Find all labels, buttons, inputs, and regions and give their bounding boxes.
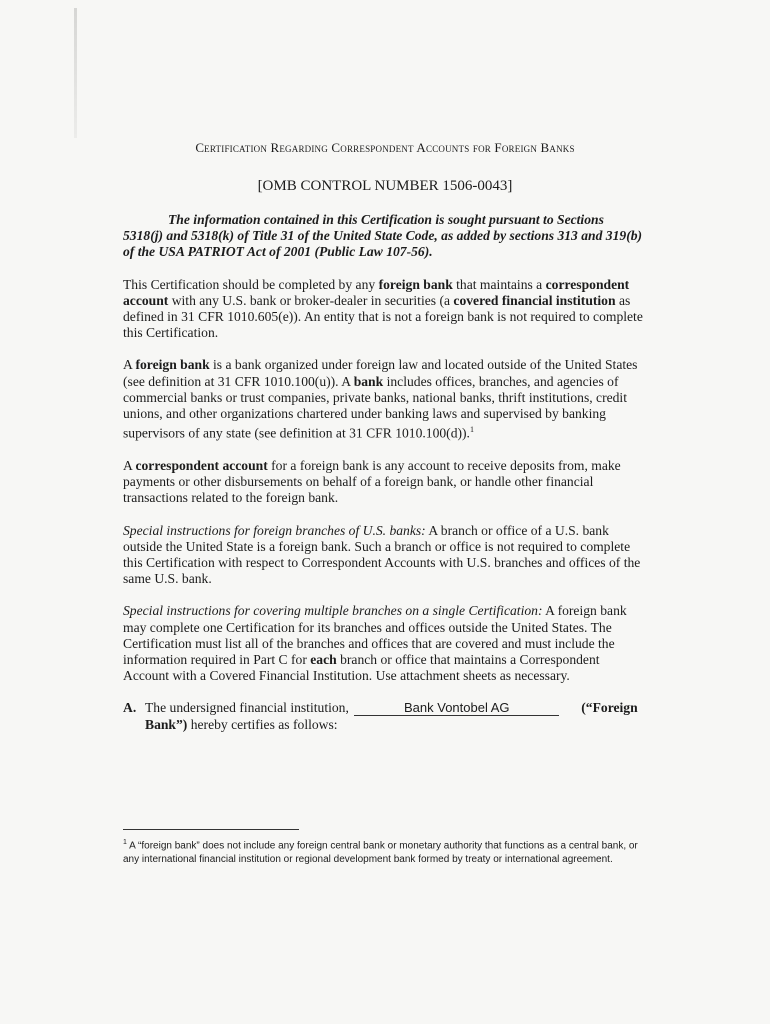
document-title: Certification Regarding Correspondent Accounts for Foreign Banks <box>195 140 575 155</box>
text-run: A foreign bank may complete one Certification for its branches and offices outside the United States. The Certification must list all of the branches and offices that are covered and must include the information required in Part C for <box>123 603 627 667</box>
paragraph-foreign-bank-definition <box>123 357 643 442</box>
text-run: A <box>123 457 136 473</box>
omb-control-number: [OMB CONTROL NUMBER 1506-0043] <box>257 178 513 194</box>
text-run: A branch or office of a U.S. bank outside the United State is a foreign bank. Such a branch or office is not required to complete this Certification with respect to Correspondent Accounts with U.S. branches and offices of the same U.S. bank. <box>123 522 641 587</box>
term-bank: bank <box>353 373 384 389</box>
paragraph-who-completes <box>123 277 643 342</box>
document-body <box>123 212 643 733</box>
section-a <box>123 700 643 732</box>
footnote-marker: 1 <box>469 425 474 435</box>
text-run: includes offices, branches, and agencies of commercial banks or trust companies, private banks, national banks, thrift institutions, credit unions, and other organizations chartered under banking laws and supervised by banking supervisors of any state (see definition at 31 CFR 1010.100(d)). <box>123 373 627 441</box>
text-run: branch or office that maintains a Correspondent Account with a Covered Financial Institution. Use attachment sheets as necessary. <box>123 652 600 684</box>
text-run: hereby certifies as follows: <box>187 716 338 732</box>
paragraph-correspondent-account-definition <box>123 458 643 507</box>
term-foreign-bank: foreign bank <box>135 357 210 373</box>
text-run: for a foreign bank is any account to receive deposits from, make payments or other disbursements on behalf of a foreign bank, or handle other financial transactions related to the foreign bank. <box>123 457 621 506</box>
text-run: The undersigned financial institution, <box>145 700 353 716</box>
footnote-number: 1 <box>123 839 127 846</box>
term-covered-financial-institution: covered financial institution <box>453 292 616 308</box>
footnote <box>123 836 643 867</box>
text-run: with any U.S. bank or broker-dealer in securities (a <box>168 292 454 308</box>
paragraph-foreign-branches <box>123 523 643 588</box>
financial-institution-name-field[interactable]: Bank Vontobel AG <box>354 701 559 716</box>
text-run: is a bank organized under foreign law and located outside of the United States (see definition at 31 CFR 1010.100(u)). A <box>123 357 638 389</box>
term-correspondent-account: correspondent account <box>123 276 630 308</box>
instruction-heading: Special instructions for foreign branches of U.S. banks: <box>123 522 426 538</box>
term-foreign-bank-quote: (“Foreign Bank”) <box>145 700 638 732</box>
term-foreign-bank: foreign bank <box>378 276 453 292</box>
scan-artifact <box>74 8 77 138</box>
footnote-text: A “foreign bank” does not include any foreign central bank or monetary authority that functions as a central bank, or any international financial institution or regional development bank formed by treaty or international agreement. <box>123 840 638 866</box>
section-a-label: A. <box>123 700 137 716</box>
section-a-text <box>145 700 643 732</box>
text-run: A <box>123 357 136 373</box>
text-run: that maintains a <box>452 276 546 292</box>
footnote-rule <box>123 829 299 830</box>
text-run: as defined in 31 CFR 1010.605(e)). An entity that is not a foreign bank is not required to complete this Certification. <box>123 292 643 341</box>
term-correspondent-account: correspondent account <box>135 457 268 473</box>
term-each: each <box>310 652 337 667</box>
intro-paragraph: The information contained in this Certification is sought pursuant to Sections 5318(j) and 5318(k) of Title 31 of the United State Code, as added by sections 313 and 319(b) of the USA PATRIOT Act of 2001 (Public Law 107-56). <box>123 212 643 260</box>
paragraph-multiple-branches <box>123 603 643 684</box>
instruction-heading: Special instructions for covering multiple branches on a single Certification: <box>123 603 543 619</box>
text-run: This Certification should be completed by any <box>123 276 379 292</box>
